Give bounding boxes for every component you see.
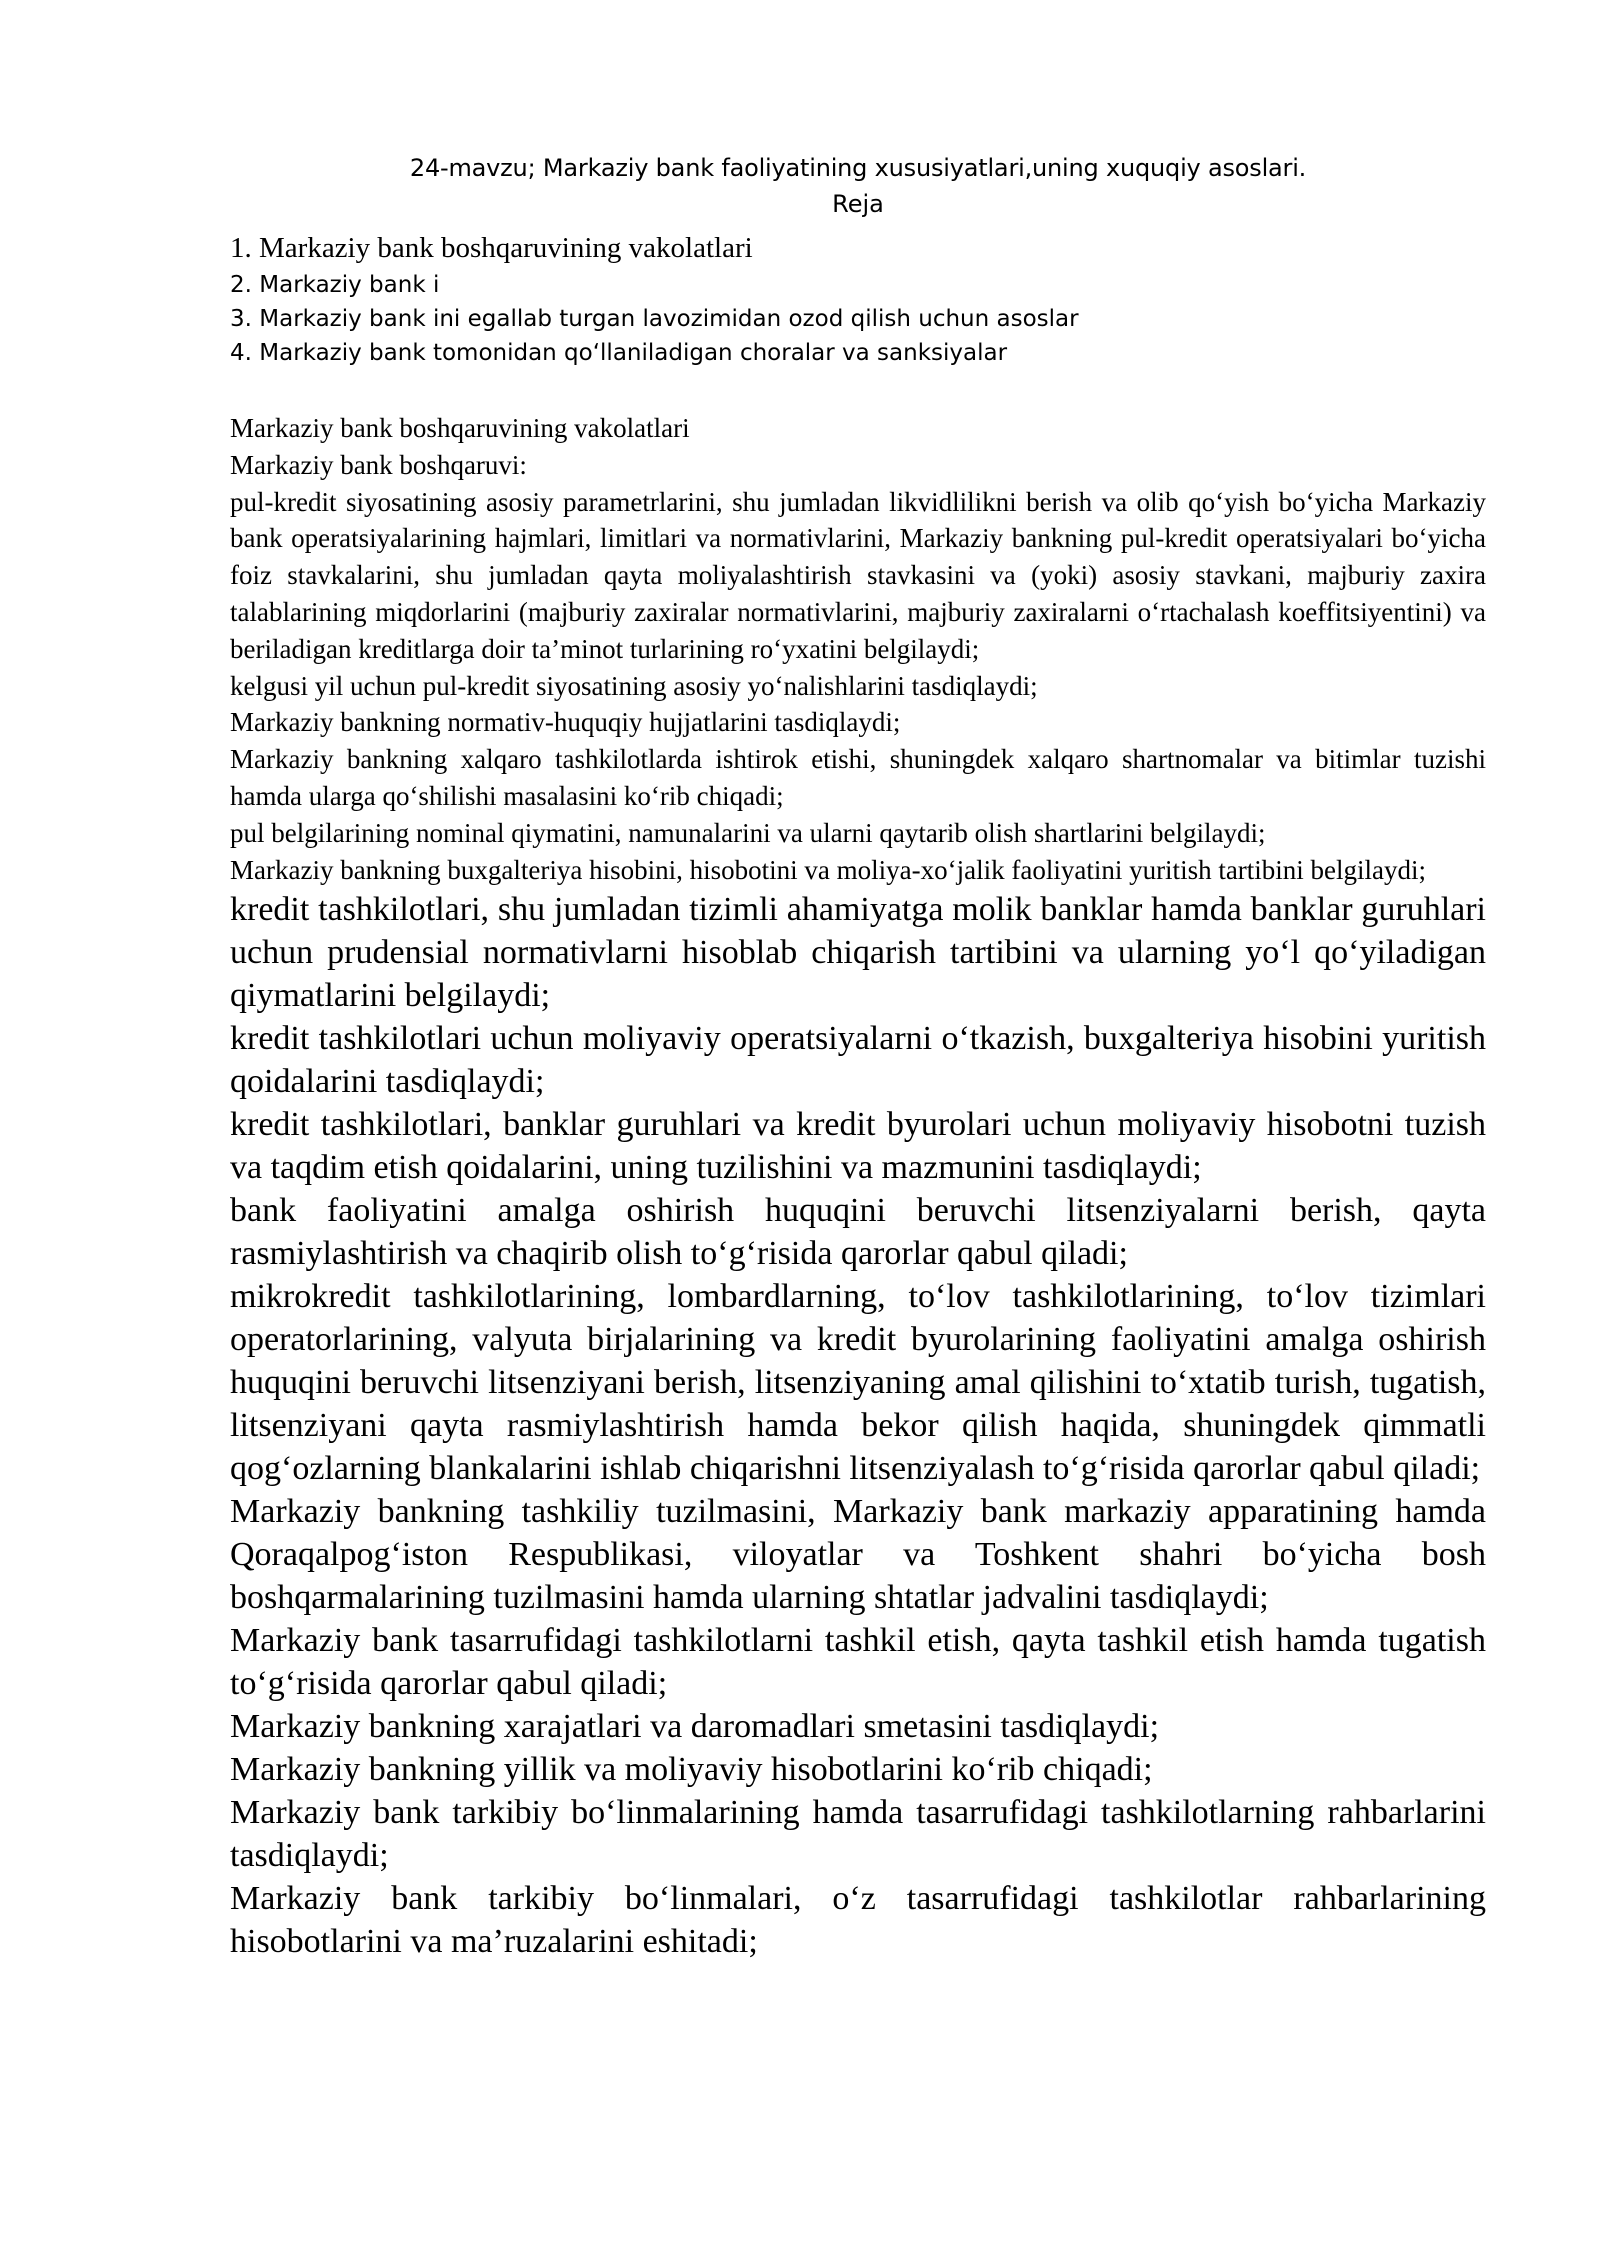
- plan-item: 3. Markaziy bank ini egallab turgan lavozimidan ozod qilish uchun asoslar: [230, 306, 1079, 332]
- paragraph: bank faoliyatini amalga oshirish huquqini beruvchi litsenziyalarni berish, qayta rasmiylashtirish va chaqirib olish to‘g‘risida qarorlar qabul qiladi;: [230, 1192, 1486, 1273]
- paragraph: kredit tashkilotlari, shu jumladan tizimli ahamiyatga molik banklar hamda banklar guruhlari uchun prudensial normativlarni hisoblab chiqarish tartibini va ularning yo‘l qo‘yiladigan qiymatlarini belgilaydi;: [230, 891, 1486, 1015]
- page-title: 24-mavzu; Markaziy bank faoliyatining xususiyatlari,uning xuquqiy asoslari.: [409, 154, 1307, 182]
- paragraph: kelgusi yil uchun pul-kredit siyosatining asosiy yo‘nalishlarini tasdiqlaydi;: [230, 670, 1038, 701]
- plan-item: 4. Markaziy bank tomonidan qo‘llaniladigan choralar va sanksiyalar: [230, 340, 1008, 366]
- plan-list: [230, 228, 1486, 370]
- paragraph: Markaziy bankning normativ-huquqiy hujjatlarini tasdiqlaydi;: [230, 707, 901, 738]
- section-body: [230, 410, 1486, 1963]
- paragraph: Markaziy bankning yillik va moliyaviy hisobotlarini ko‘rib chiqadi;: [230, 1751, 1153, 1789]
- paragraph: pul-kredit siyosatining asosiy parametrlarini, shu jumladan likvidlilikni berish va olib qo‘yish bo‘yicha Markaziy bank operatsiyalarining hajmlari, limitlari va normativlarini, Markaziy bankning pul-kredit operatsiyalari bo‘yicha foiz stavkalarini, shu jumladan qayta moliyalashtirish stavkasini va (yoki) asosiy stavkani, majburiy zaxira talablarining miqdorlarini (majburiy zaxiralar normativlarini, majburiy zaxiralarni o‘rtachalash koeffitsiyentini) va beriladigan kreditlarga doir ta’minot turlarining ro‘yxatini belgilaydi;: [230, 486, 1486, 664]
- section-intro: Markaziy bank boshqaruvi:: [230, 449, 527, 480]
- paragraph: Markaziy bankning xarajatlari va daromadlari smetasini tasdiqlaydi;: [230, 1708, 1160, 1746]
- paragraph: Markaziy bank tarkibiy bo‘linmalari, o‘z tasarrufidagi tashkilotlar rahbarlarining hisobotlarini va ma’ruzalarini eshitadi;: [230, 1880, 1486, 1961]
- paragraph: Markaziy bank tarkibiy bo‘linmalarining hamda tasarrufidagi tashkilotlarning rahbarlarini tasdiqlaydi;: [230, 1794, 1486, 1875]
- paragraph: mikrokredit tashkilotlarining, lombardlarning, to‘lov tashkilotlarining, to‘lov tizimlari operatorlarining, valyuta birjalarining va kredit byurolarining faoliyatini amalga oshirish huquqini beruvchi litsenziyani berish, litsenziyaning amal qilishini to‘xtatib turish, tugatish, litsenziyani qayta rasmiylashtirish hamda bekor qilish haqida, shuningdek qimmatli qog‘ozlarning blankalarini ishlab chiqarishni litsenziyalash to‘g‘risida qarorlar qabul qiladi;: [230, 1278, 1486, 1488]
- paragraph: Markaziy bankning buxgalteriya hisobini, hisobotini va moliya-xo‘jalik faoliyatini yuritish tartibini belgilaydi;: [230, 854, 1427, 885]
- paragraph: Markaziy bankning xalqaro tashkilotlarda ishtirok etishi, shuningdek xalqaro shartnomalar va bitimlar tuzishi hamda ularga qo‘shilishi masalasini ko‘rib chiqadi;: [230, 744, 1486, 811]
- section-heading: Markaziy bank boshqaruvining vakolatlari: [230, 413, 690, 443]
- plan-heading: Reja: [832, 190, 884, 218]
- paragraph: Markaziy bank tasarrufidagi tashkilotlarni tashkil etish, qayta tashkil etish hamda tugatish to‘g‘risida qarorlar qabul qiladi;: [230, 1622, 1486, 1703]
- paragraph: kredit tashkilotlari, banklar guruhlari va kredit byurolari uchun moliyaviy hisobotni tuzish va taqdim etish qoidalarini, uning tuzilishini va mazmunini tasdiqlaydi;: [230, 1106, 1486, 1187]
- paragraph: pul belgilarining nominal qiymatini, namunalarini va ularni qaytarib olish shartlarini belgilaydi;: [230, 817, 1266, 848]
- plan-item: 1. Markaziy bank boshqaruvining vakolatlari: [230, 232, 753, 264]
- paragraph: Markaziy bankning tashkiliy tuzilmasini, Markaziy bank markaziy apparatining hamda Qoraqalpog‘iston Respublikasi, viloyatlar va Toshkent shahri bo‘yicha bosh boshqarmalarining tuzilmasini hamda ularning shtatlar jadvalini tasdiqlaydi;: [230, 1493, 1486, 1617]
- paragraph: kredit tashkilotlari uchun moliyaviy operatsiyalarni o‘tkazish, buxgalteriya hisobini yuritish qoidalarini tasdiqlaydi;: [230, 1020, 1486, 1101]
- document-content: [230, 150, 1486, 1963]
- plan-item: 2. Markaziy bank i: [230, 272, 440, 298]
